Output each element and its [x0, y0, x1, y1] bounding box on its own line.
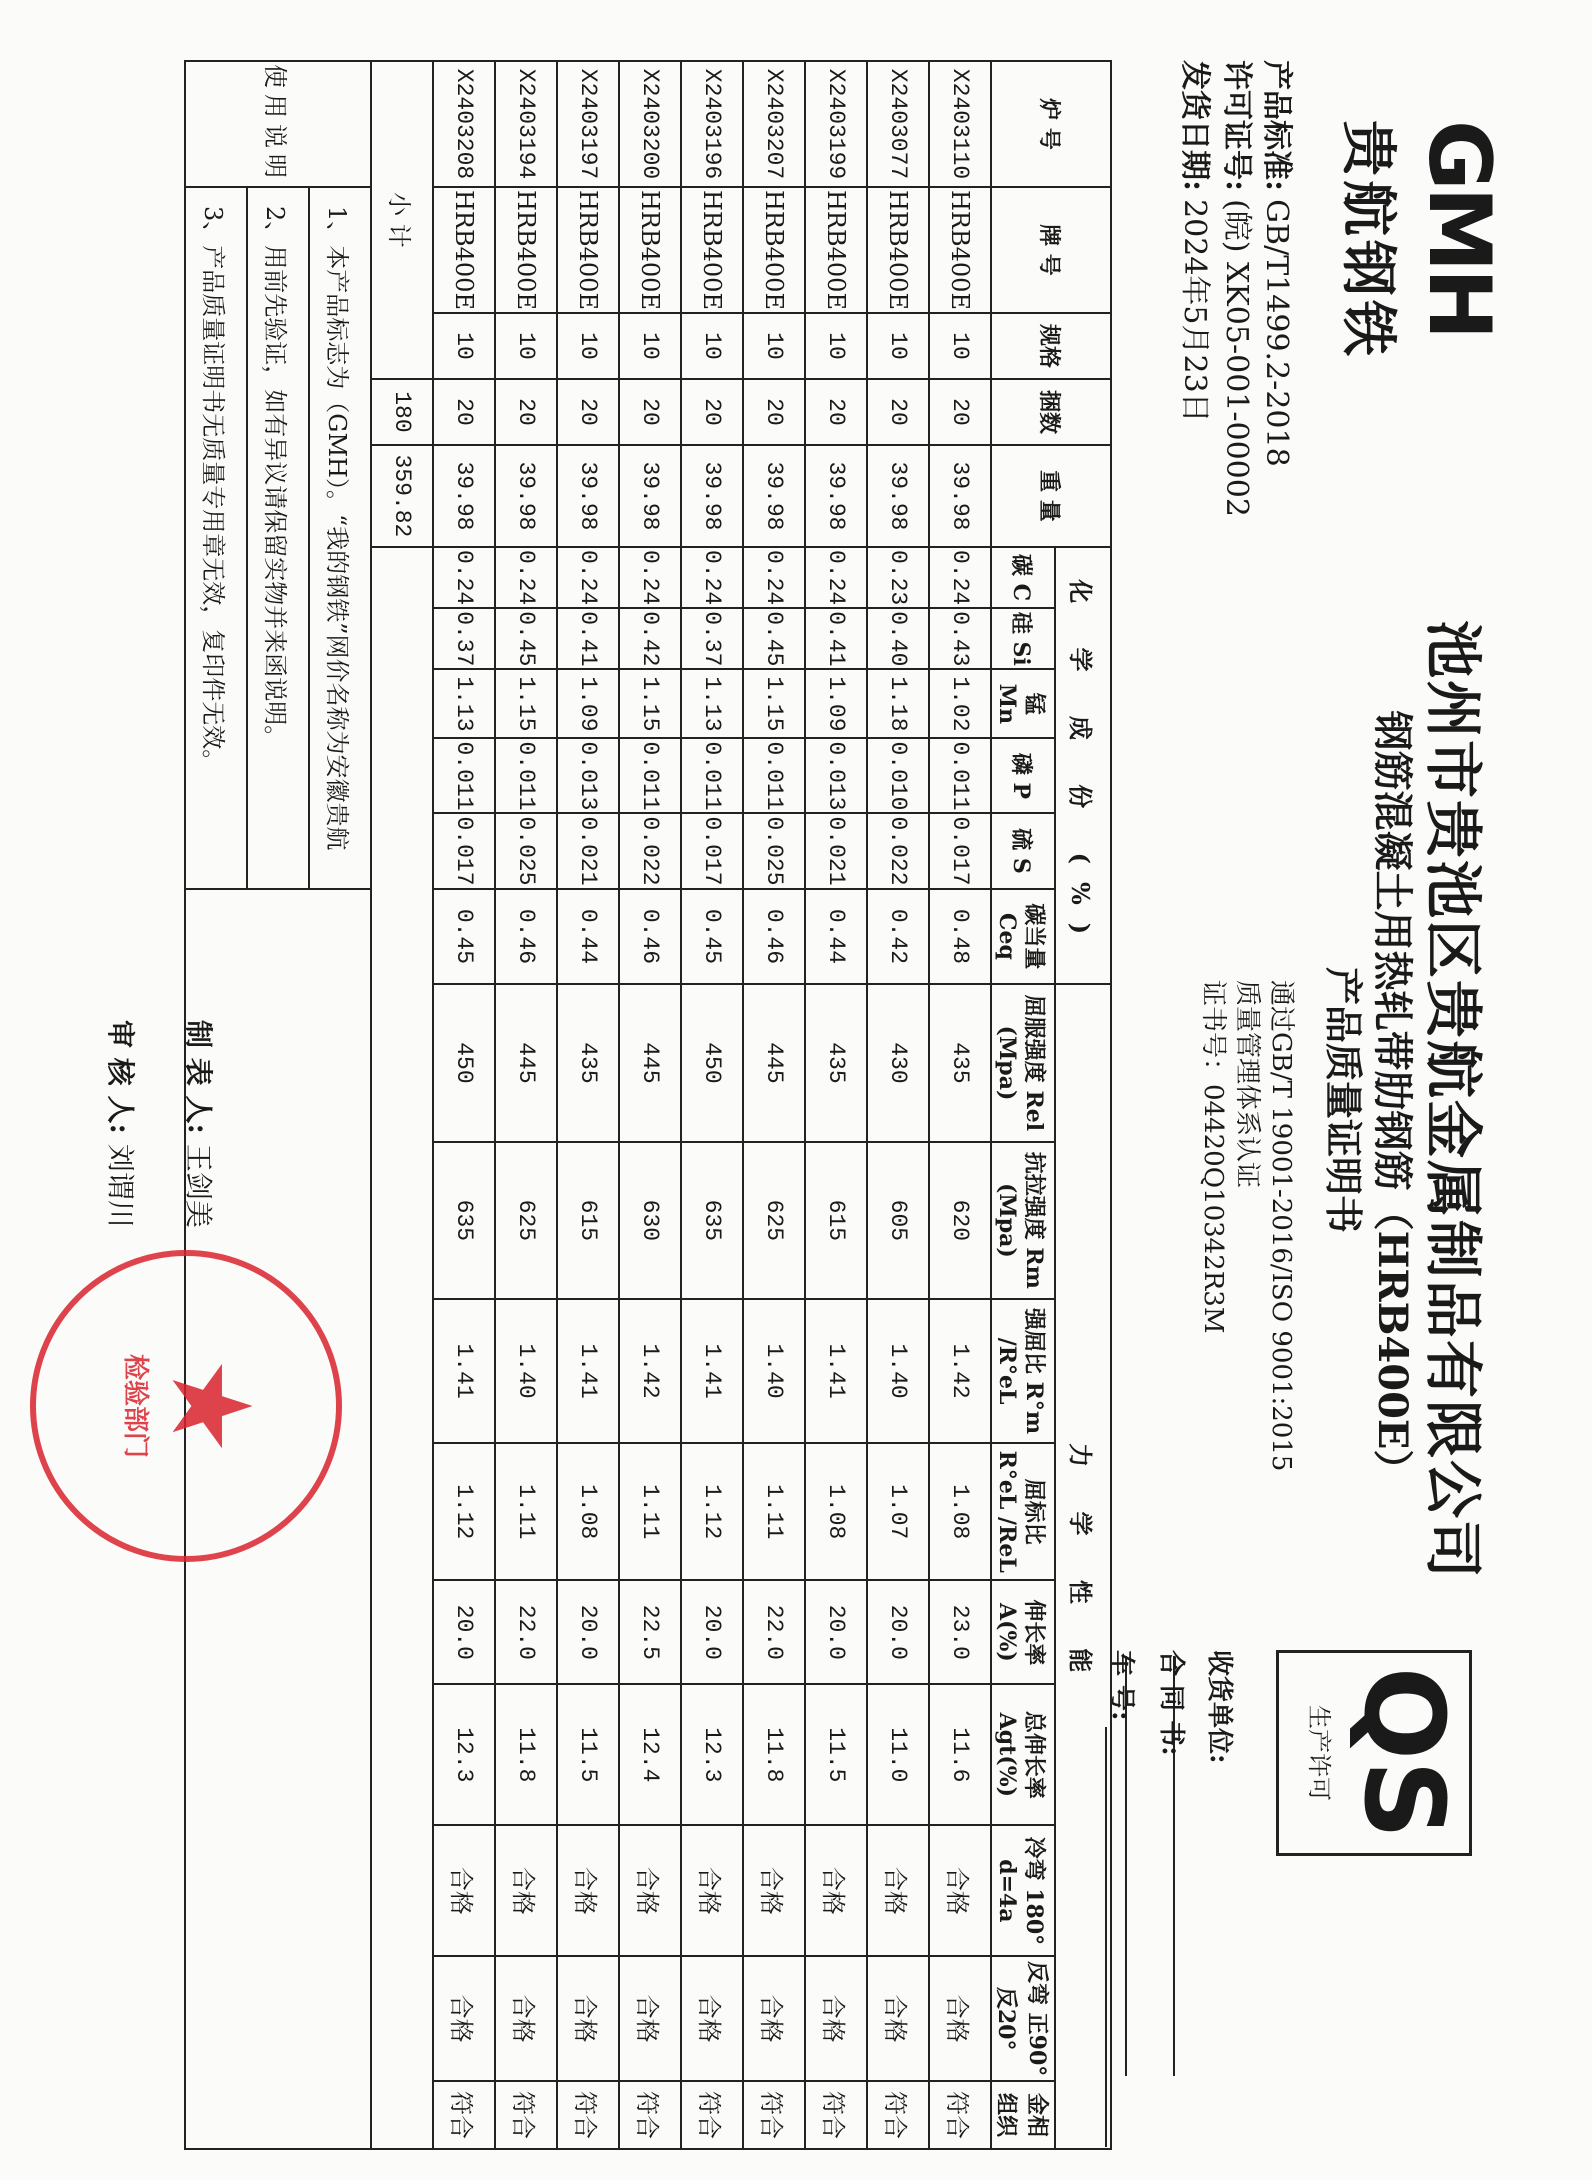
- col-meta: 金相 组织: [991, 2081, 1055, 2149]
- cell-s: 0.025: [743, 813, 805, 888]
- cell-c: 0.24: [743, 547, 805, 608]
- col-ceq: 碳当量 Ceq: [991, 889, 1055, 985]
- maker-signature: 制 表 人:王剑美: [182, 1020, 215, 1228]
- total-bundles: 180: [371, 379, 433, 445]
- cell-ratio2: 1.11: [495, 1443, 557, 1580]
- cell-c: 0.24: [619, 547, 681, 608]
- table-body: [433, 61, 991, 2149]
- col-c: 碳 C: [991, 547, 1055, 608]
- usage-note-3: 3、产品质量证明书无质量专用章无效，复印件无效。: [185, 187, 247, 889]
- cell-bend: 合格: [619, 1825, 681, 1956]
- table-row: [867, 61, 929, 2149]
- inspection-seal: [30, 1250, 342, 1562]
- table-row: [743, 61, 805, 2149]
- cell-spec: 10: [557, 313, 619, 379]
- cell-bend: 合格: [557, 1825, 619, 1956]
- reviewer-signature: 审 核 人:刘谓川: [104, 1020, 137, 1228]
- cell-ratio2: 1.08: [929, 1443, 991, 1580]
- cell-ratio1: 1.41: [557, 1299, 619, 1443]
- cell-bend: 合格: [805, 1825, 867, 1956]
- cell-bundles: 20: [681, 379, 743, 445]
- cell-spec: 10: [619, 313, 681, 379]
- cell-rebend: 合格: [619, 1956, 681, 2081]
- cell-rel: 435: [557, 984, 619, 1141]
- cell-c: 0.23: [867, 547, 929, 608]
- cell-p: 0.011: [743, 738, 805, 813]
- cell-p: 0.011: [495, 738, 557, 813]
- col-agt: 总伸长率 Agt(%): [991, 1684, 1055, 1825]
- col-bundles: 捆数: [991, 379, 1111, 445]
- usage-label: 使用说明: [185, 61, 371, 187]
- col-s: 硫 S: [991, 813, 1055, 888]
- col-rel: 屈服强度 Rel (Mpa): [991, 984, 1055, 1141]
- cell-ratio1: 1.42: [929, 1299, 991, 1443]
- col-grade: 牌 号: [991, 187, 1111, 313]
- cell-ratio1: 1.40: [867, 1299, 929, 1443]
- cell-grade: HRB400E: [681, 187, 743, 313]
- cell-ratio2: 1.12: [681, 1443, 743, 1580]
- cell-rel: 445: [619, 984, 681, 1141]
- cell-rm: 615: [557, 1142, 619, 1300]
- contract-field: 合 同 书:: [1125, 1650, 1192, 2180]
- table-row: [805, 61, 867, 2149]
- cell-grade: HRB400E: [867, 187, 929, 313]
- cell-ratio1: 1.41: [681, 1299, 743, 1443]
- product-standard: 产品标准:GB/T1499.2-2018: [1259, 60, 1294, 467]
- cell-p: 0.013: [557, 738, 619, 813]
- cert-number: 证书号：04420Q10342R3M: [1198, 980, 1228, 1334]
- cell-agt: 11.5: [805, 1684, 867, 1825]
- cell-rel: 450: [681, 984, 743, 1141]
- total-row: [371, 61, 433, 2149]
- col-rm: 抗拉强度 Rm (Mpa): [991, 1142, 1055, 1300]
- col-p: 磷 P: [991, 738, 1055, 813]
- cell-mn: 1.15: [619, 669, 681, 738]
- cell-a: 20.0: [867, 1580, 929, 1684]
- cell-a: 22.0: [495, 1580, 557, 1684]
- cell-rebend: 合格: [929, 1956, 991, 2081]
- cell-spec: 10: [867, 313, 929, 379]
- cell-s: 0.025: [495, 813, 557, 888]
- cell-weight: 39.98: [433, 445, 495, 547]
- cell-grade: HRB400E: [743, 187, 805, 313]
- mech-section: 力 学 性 能: [1055, 984, 1111, 2149]
- table-row: [681, 61, 743, 2149]
- cell-bend: 合格: [867, 1825, 929, 1956]
- cell-agt: 11.6: [929, 1684, 991, 1825]
- cell-s: 0.017: [681, 813, 743, 888]
- total-label: 小 计: [371, 61, 433, 379]
- cell-heat: X2403208: [433, 61, 495, 187]
- cell-heat: X2403197: [557, 61, 619, 187]
- cell-weight: 39.98: [743, 445, 805, 547]
- cell-rel: 445: [743, 984, 805, 1141]
- cell-si: 0.42: [619, 608, 681, 669]
- cell-rebend: 合格: [433, 1956, 495, 2081]
- cell-ceq: 0.44: [557, 889, 619, 985]
- cell-rel: 450: [433, 984, 495, 1141]
- cell-weight: 39.98: [929, 445, 991, 547]
- cell-p: 0.011: [929, 738, 991, 813]
- col-spec: 规格: [991, 313, 1111, 379]
- col-weight: 重 量: [991, 445, 1111, 547]
- cell-rm: 635: [681, 1142, 743, 1300]
- cell-s: 0.022: [619, 813, 681, 888]
- cell-si: 0.43: [929, 608, 991, 669]
- cell-ceq: 0.45: [681, 889, 743, 985]
- cell-a: 20.0: [557, 1580, 619, 1684]
- cell-spec: 10: [743, 313, 805, 379]
- cell-a: 20.0: [681, 1580, 743, 1684]
- cell-ratio2: 1.11: [743, 1443, 805, 1580]
- cell-s: 0.021: [805, 813, 867, 888]
- cell-ceq: 0.46: [743, 889, 805, 985]
- cell-c: 0.24: [495, 547, 557, 608]
- cell-si: 0.45: [495, 608, 557, 669]
- cell-si: 0.41: [805, 608, 867, 669]
- seal-star-icon: ★: [147, 1356, 275, 1456]
- cell-spec: 10: [805, 313, 867, 379]
- logo-mark: GMH: [1409, 120, 1509, 337]
- cell-heat: X2403194: [495, 61, 557, 187]
- cell-mn: 1.09: [557, 669, 619, 738]
- cell-bundles: 20: [619, 379, 681, 445]
- cell-s: 0.017: [433, 813, 495, 888]
- cell-bundles: 20: [805, 379, 867, 445]
- cell-ceq: 0.45: [433, 889, 495, 985]
- cell-p: 0.011: [619, 738, 681, 813]
- cell-heat: X2403196: [681, 61, 743, 187]
- total-weight: 359.82: [371, 445, 433, 547]
- cell-ceq: 0.44: [805, 889, 867, 985]
- ship-date: 发货日期:2024年5月23日: [1177, 60, 1212, 423]
- cell-bend: 合格: [681, 1825, 743, 1956]
- cell-rel: 435: [805, 984, 867, 1141]
- cell-meta: 符合: [557, 2081, 619, 2149]
- cell-rm: 635: [433, 1142, 495, 1300]
- cell-bundles: 20: [929, 379, 991, 445]
- cell-spec: 10: [681, 313, 743, 379]
- cert-iso: 通过GB/T 19001-2016/ISO 9001:2015: [1266, 980, 1296, 1472]
- cell-agt: 11.8: [495, 1684, 557, 1825]
- cell-ratio1: 1.40: [495, 1299, 557, 1443]
- cell-ratio2: 1.12: [433, 1443, 495, 1580]
- license-number: 许可证号:(皖) XK05-001-00002: [1219, 60, 1254, 517]
- cell-weight: 39.98: [495, 445, 557, 547]
- cell-rebend: 合格: [495, 1956, 557, 2081]
- cell-rel: 445: [495, 984, 557, 1141]
- cell-meta: 符合: [619, 2081, 681, 2149]
- cell-mn: 1.15: [495, 669, 557, 738]
- cert-qms: 质量管理体系认证: [1232, 980, 1262, 1189]
- cell-ratio1: 1.42: [619, 1299, 681, 1443]
- cell-a: 22.5: [619, 1580, 681, 1684]
- cell-rebend: 合格: [867, 1956, 929, 2081]
- cell-mn: 1.13: [681, 669, 743, 738]
- cell-grade: HRB400E: [619, 187, 681, 313]
- company-name: 池州市贵池区贵航金属制品有限公司: [1419, 619, 1487, 1580]
- cell-grade: HRB400E: [805, 187, 867, 313]
- production-license-mark: [1276, 1650, 1472, 1856]
- table-row: [557, 61, 619, 2149]
- cell-a: 20.0: [805, 1580, 867, 1684]
- cell-bundles: 20: [433, 379, 495, 445]
- cell-grade: HRB400E: [929, 187, 991, 313]
- cell-rm: 620: [929, 1142, 991, 1300]
- vehicle-field: 车 号:: [1105, 1650, 1142, 2147]
- cell-ratio1: 1.41: [805, 1299, 867, 1443]
- quality-table: [184, 60, 1112, 2150]
- cell-meta: 符合: [929, 2081, 991, 2149]
- cell-meta: 符合: [867, 2081, 929, 2149]
- cell-weight: 39.98: [805, 445, 867, 547]
- cell-meta: 符合: [805, 2081, 867, 2149]
- cell-rebend: 合格: [557, 1956, 619, 2081]
- usage-note-1: 1、本产品标志为（GMH）。“我的钢铁”网价名称为安徽贵航: [309, 187, 371, 889]
- cell-a: 22.0: [743, 1580, 805, 1684]
- cell-ratio2: 1.07: [867, 1443, 929, 1580]
- cell-mn: 1.02: [929, 669, 991, 738]
- col-mn: 锰 Mn: [991, 669, 1055, 738]
- cell-ceq: 0.42: [867, 889, 929, 985]
- cell-agt: 12.4: [619, 1684, 681, 1825]
- cell-si: 0.37: [681, 608, 743, 669]
- cell-spec: 10: [433, 313, 495, 379]
- cell-ratio2: 1.08: [557, 1443, 619, 1580]
- company-logo: [1332, 120, 1509, 360]
- cell-agt: 11.0: [867, 1684, 929, 1825]
- cell-c: 0.24: [433, 547, 495, 608]
- col-rebend: 反弯 正90° 反20°: [991, 1956, 1055, 2081]
- col-a: 伸长率 A(%): [991, 1580, 1055, 1684]
- usage-row: [309, 61, 371, 2149]
- cell-ratio1: 1.41: [433, 1299, 495, 1443]
- cell-meta: 符合: [495, 2081, 557, 2149]
- cell-rel: 435: [929, 984, 991, 1141]
- cell-agt: 12.3: [433, 1684, 495, 1825]
- cell-bend: 合格: [433, 1825, 495, 1956]
- cell-bundles: 20: [743, 379, 805, 445]
- cell-bundles: 20: [557, 379, 619, 445]
- cell-rebend: 合格: [743, 1956, 805, 2081]
- col-si: 硅 Si: [991, 608, 1055, 669]
- cell-s: 0.017: [929, 813, 991, 888]
- cell-meta: 符合: [433, 2081, 495, 2149]
- seal-department: 检验部门: [120, 1353, 150, 1458]
- col-ratio1: 强屈比 R°m /R°eL: [991, 1299, 1055, 1443]
- cell-spec: 10: [929, 313, 991, 379]
- cell-p: 0.010: [867, 738, 929, 813]
- cell-rebend: 合格: [805, 1956, 867, 2081]
- cell-si: 0.45: [743, 608, 805, 669]
- cell-weight: 39.98: [681, 445, 743, 547]
- document-title: 产品质量证明书: [1321, 966, 1366, 1233]
- cell-mn: 1.15: [743, 669, 805, 738]
- cell-weight: 39.98: [557, 445, 619, 547]
- cell-meta: 符合: [743, 2081, 805, 2149]
- cell-rebend: 合格: [681, 1956, 743, 2081]
- cell-grade: HRB400E: [433, 187, 495, 313]
- usage-note-2: 2、用前先验证，如有异议请保留实物并来函说明。: [247, 187, 309, 889]
- table-row: [433, 61, 495, 2149]
- cell-heat: X2403207: [743, 61, 805, 187]
- cell-bundles: 20: [495, 379, 557, 445]
- cell-heat: X2403110: [929, 61, 991, 187]
- cell-ratio2: 1.08: [805, 1443, 867, 1580]
- cell-grade: HRB400E: [557, 187, 619, 313]
- chem-section: 化 学 成 份 (%): [1055, 547, 1111, 984]
- col-ratio2: 屈标比 R°eL /ReL: [991, 1443, 1055, 1580]
- cell-p: 0.011: [433, 738, 495, 813]
- cell-s: 0.021: [557, 813, 619, 888]
- cell-c: 0.24: [805, 547, 867, 608]
- cell-ceq: 0.46: [495, 889, 557, 985]
- cell-p: 0.011: [681, 738, 743, 813]
- cell-rm: 625: [495, 1142, 557, 1300]
- cell-ratio1: 1.40: [743, 1299, 805, 1443]
- cell-a: 20.0: [433, 1580, 495, 1684]
- cell-mn: 1.09: [805, 669, 867, 738]
- col-heat: 炉 号: [991, 61, 1111, 187]
- cell-mn: 1.13: [433, 669, 495, 738]
- cell-si: 0.41: [557, 608, 619, 669]
- cell-c: 0.24: [681, 547, 743, 608]
- table-row: [495, 61, 557, 2149]
- cell-ratio2: 1.11: [619, 1443, 681, 1580]
- cell-ceq: 0.46: [619, 889, 681, 985]
- cell-si: 0.37: [433, 608, 495, 669]
- cell-heat: X2403199: [805, 61, 867, 187]
- table-row: [929, 61, 991, 2149]
- col-bend: 冷弯 180° d=4a: [991, 1825, 1055, 1956]
- cell-rel: 430: [867, 984, 929, 1141]
- cell-agt: 11.5: [557, 1684, 619, 1825]
- cell-c: 0.24: [929, 547, 991, 608]
- cell-bundles: 20: [867, 379, 929, 445]
- cell-p: 0.013: [805, 738, 867, 813]
- cell-bend: 合格: [743, 1825, 805, 1956]
- cell-weight: 39.98: [867, 445, 929, 547]
- table-row: [619, 61, 681, 2149]
- cell-rm: 630: [619, 1142, 681, 1300]
- cell-agt: 12.3: [681, 1684, 743, 1825]
- cell-ceq: 0.48: [929, 889, 991, 985]
- cell-spec: 10: [495, 313, 557, 379]
- cell-agt: 11.8: [743, 1684, 805, 1825]
- cell-weight: 39.98: [619, 445, 681, 547]
- cell-rm: 605: [867, 1142, 929, 1300]
- cell-c: 0.24: [557, 547, 619, 608]
- cell-meta: 符合: [681, 2081, 743, 2149]
- cell-grade: HRB400E: [495, 187, 557, 313]
- cell-rm: 625: [743, 1142, 805, 1300]
- cell-rm: 615: [805, 1142, 867, 1300]
- logo-name: 贵航钢铁: [1335, 120, 1400, 360]
- license-mark-text: 生产许可: [1305, 1705, 1333, 1801]
- cell-bend: 合格: [495, 1825, 557, 1956]
- cell-heat: X2403077: [867, 61, 929, 187]
- qs-icon: QS: [1340, 1666, 1468, 1840]
- cell-bend: 合格: [929, 1825, 991, 1956]
- cell-mn: 1.18: [867, 669, 929, 738]
- product-subtitle: 钢筋混凝土用热轧带肋钢筋（HRB400E）: [1369, 710, 1416, 1490]
- cell-si: 0.40: [867, 608, 929, 669]
- cell-heat: X2403200: [619, 61, 681, 187]
- cell-a: 23.0: [929, 1580, 991, 1684]
- cell-s: 0.022: [867, 813, 929, 888]
- consignee-field: 收货单位:: [1173, 1650, 1240, 2180]
